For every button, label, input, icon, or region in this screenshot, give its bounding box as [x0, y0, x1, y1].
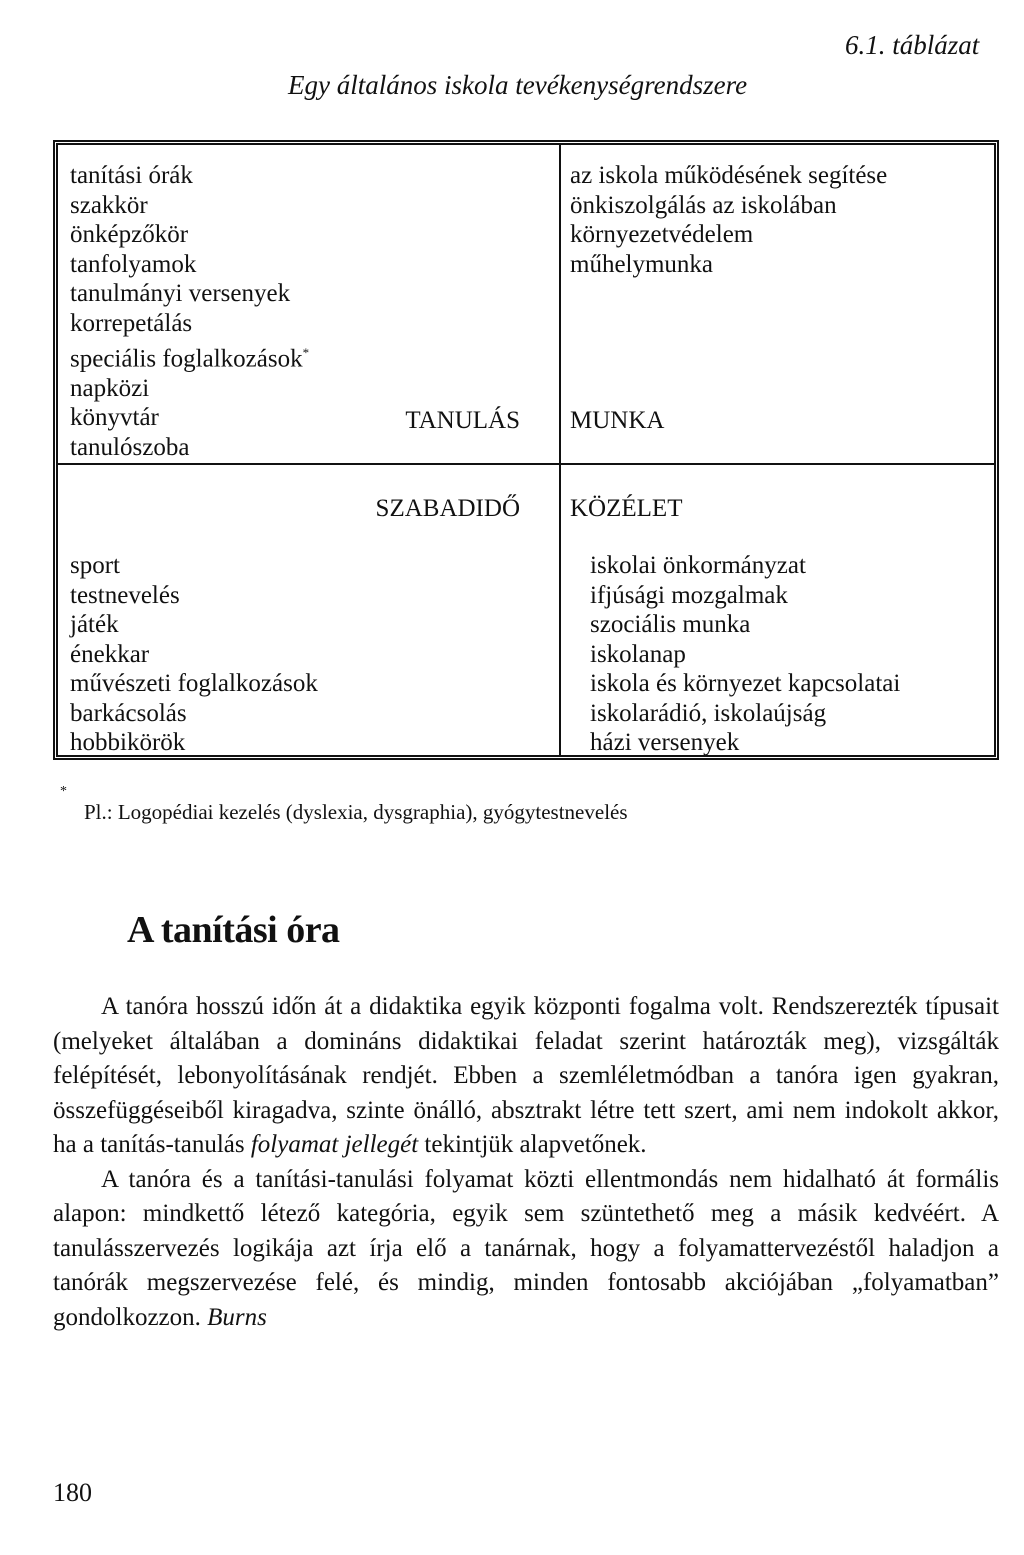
- paragraph: [53, 990, 999, 1163]
- leisure-quadrant: [70, 551, 550, 761]
- footnote-marker: *: [302, 345, 310, 360]
- emphasis: folyamat jellegét: [250, 1131, 419, 1158]
- list-item: iskolai önkormányzat: [590, 552, 806, 579]
- list-item: tanulószoba: [70, 433, 190, 461]
- leisure-list: [70, 551, 550, 758]
- public-life-quadrant: [590, 551, 990, 761]
- list-item: iskola és környezet kapcsolatai: [590, 670, 901, 697]
- list-item: testnevelés: [70, 581, 180, 609]
- list-item: ifjúsági mozgalmak: [590, 581, 788, 609]
- list-item: könyvtár: [70, 404, 159, 432]
- list-item: házi versenyek: [590, 729, 740, 756]
- leisure-label: SZABADIDŐ: [375, 495, 520, 522]
- work-list: [570, 161, 990, 279]
- paragraph-text: tekintjük alapvetőnek.: [418, 1131, 647, 1158]
- page-number: 180: [53, 1478, 92, 1507]
- footnote-text: Pl.: Logopédiai kezelés (dyslexia, dysgraphia), gyógytestnevelés: [84, 800, 628, 824]
- activity-table: [53, 140, 999, 760]
- list-item: tanítási órák: [70, 162, 193, 189]
- list-item: iskolanap: [590, 640, 686, 668]
- list-item: önkiszolgálás az iskolában: [570, 191, 837, 219]
- list-item: napközi: [70, 374, 150, 402]
- paragraph: [53, 1163, 999, 1336]
- paragraph-text: A tanóra hosszú időn át a didaktika egyik központi fogalma volt. Rendszerezték típusait (melyeket általában a domináns didaktikai feladat szerint határozták meg), vizsgálták felépítését, lebonyolításának rendjét. Ebben a szemléletmódban a tanóra igen gyakran, összefüggéseiből kiragadva, szinte önálló, absztrakt létre tett szert, ami nem indokolt akkor, ha a tanítás-tanulás: [53, 993, 999, 1158]
- list-item: játék: [70, 611, 119, 638]
- table-number: 6.1. táblázat: [845, 30, 980, 60]
- public-life-list: [590, 551, 990, 758]
- list-item: tanulmányi versenyek: [70, 280, 291, 307]
- list-item-text: speciális foglalkozások: [70, 345, 303, 373]
- emphasis: Burns: [207, 1303, 267, 1331]
- list-item: [70, 338, 550, 374]
- list-item: barkácsolás: [70, 699, 187, 727]
- list-item: iskolarádió, iskolaújság: [590, 699, 827, 727]
- list-item: hobbikörök: [70, 729, 186, 756]
- list-item: műhelymunka: [570, 250, 714, 278]
- list-item: művészeti foglalkozások: [70, 670, 318, 697]
- list-item: énekkar: [70, 640, 150, 668]
- body-text: [53, 990, 999, 1335]
- public-life-label: KÖZÉLET: [570, 495, 683, 522]
- footnote: [60, 784, 628, 825]
- footnote-star: *: [60, 784, 67, 799]
- learning-label: TANULÁS: [405, 407, 520, 434]
- list-item: sport: [70, 552, 120, 579]
- horizontal-divider: [58, 463, 994, 465]
- list-item: az iskola működésének segítése: [570, 162, 888, 189]
- list-item: tanfolyamok: [70, 250, 197, 278]
- paragraph-text: A tanóra és a tanítási-tanulási folyamat közti ellentmondás nem hidalható át formális alapon: mindkettő létező kategória, egyik sem szüntethető meg a másik kedvéért. A tanulásszervezés logikája azt írja elő a tanárnak, hogy a folyamattervezéstől haladjon a tanórák megszervezése felé, és mindig, minden fontosabb akciójában „folyamatban” gondolkozzon.: [53, 1165, 999, 1331]
- table-caption: Egy általános iskola tevékenységrendszere: [288, 70, 748, 100]
- list-item: önképzőkör: [70, 221, 189, 248]
- section-title: A tanítási óra: [127, 909, 340, 951]
- list-item: környezetvédelem: [570, 221, 754, 248]
- work-label: MUNKA: [570, 407, 665, 434]
- list-item: szakkör: [70, 191, 148, 219]
- vertical-divider: [559, 145, 561, 755]
- list-item: korrepetálás: [70, 309, 193, 337]
- list-item: szociális munka: [590, 611, 751, 638]
